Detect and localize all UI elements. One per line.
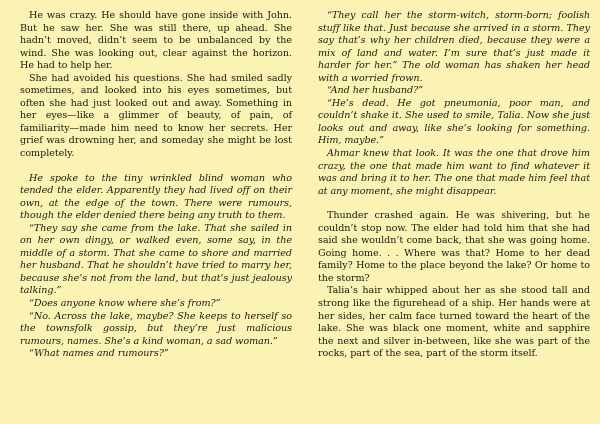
paragraph: “And her husband?”: [327, 85, 424, 97]
paragraph: Talia’s hair whipped about her as she stood tall and strong like the figurehead of a ship. Her hands were at her sides, her calm face turned toward the heart of the lake. She was black one moment, white and sapphire the next and silver in-between, like she was part of the rocks, part of the sea, part of the storm itself.: [318, 285, 590, 360]
left-roman-block: [20, 10, 292, 161]
paragraph: Ahmar knew that look. It was the one that drove him crazy, the one that made him want to find whatever it was and bring it to her. The one that made him feel that at any moment, she might disappear.: [318, 148, 590, 197]
paragraph: She had avoided his questions. She had smiled sadly sometimes, and looked into his eyes sometimes, but often she had just looked out and away. Something in her eyes—like a glimmer of beauty, of pain, of familiarity—made him need to know her secrets. Her grief was drowning her, and someday she might be lost completely.: [20, 72, 292, 160]
right-page: [318, 10, 590, 361]
paragraph: “He’s dead. He got pneumonia, poor man, and couldn’t shake it. She used to smile, Talia. Now she just looks out and away, like she’s looking for something. Him, maybe.”: [318, 97, 590, 147]
right-roman-block: [318, 210, 590, 361]
paragraph: “They say she came from the lake. That she sailed in on her own dingy, or walked even, some say, in the middle of a storm. That she came to shore and married her husband. That he shouldn’t have tried to marry her, because she’s not from the land, but that’s just jealousy talking.”: [20, 222, 292, 297]
paragraph: “No. Across the lake, maybe? She keeps to herself so the townsfolk gossip, but they’re just malicious rumours, names. She’s a kind woman, a sad woman.”: [20, 310, 292, 347]
right-italic-block: [318, 10, 590, 198]
paragraph: He spoke to the tiny wrinkled blind woman who tended the elder. Apparently they had lived off on their own, at the edge of the town. There were rumours, though the elder denied there being any truth to them.: [20, 172, 292, 222]
section-break: [318, 198, 590, 210]
paragraph: “They call her the storm-witch, storm-born; foolish stuff like that. Just because she arrived in a storm. They say that’s why her children died, because they were a mix of land and water. I’m sure that’s just made it harder for her.” The old woman has shaken her head with a worried frown.: [318, 10, 590, 84]
section-break: [20, 161, 292, 173]
left-page: [20, 10, 292, 361]
paragraph: “What names and rumours?”: [29, 348, 169, 360]
paragraph: Thunder crashed again. He was shivering, but he couldn’t stop now. The elder had told him that she had said she wouldn’t come back, that she was going home. Going home. . . Where was that? Home to her dead family? Home to the place beyond the lake? Or home to the storm?: [318, 210, 590, 284]
paragraph: “Does anyone know where she’s from?”: [29, 298, 221, 310]
paragraph: He was crazy. He should have gone inside with John. But he saw her. She was still there, up ahead. She hadn’t moved, didn’t seem to be unbalanced by the wind. She was looking out, clear against the horizon. He had to help her.: [20, 10, 292, 72]
left-italic-block: [20, 173, 292, 361]
